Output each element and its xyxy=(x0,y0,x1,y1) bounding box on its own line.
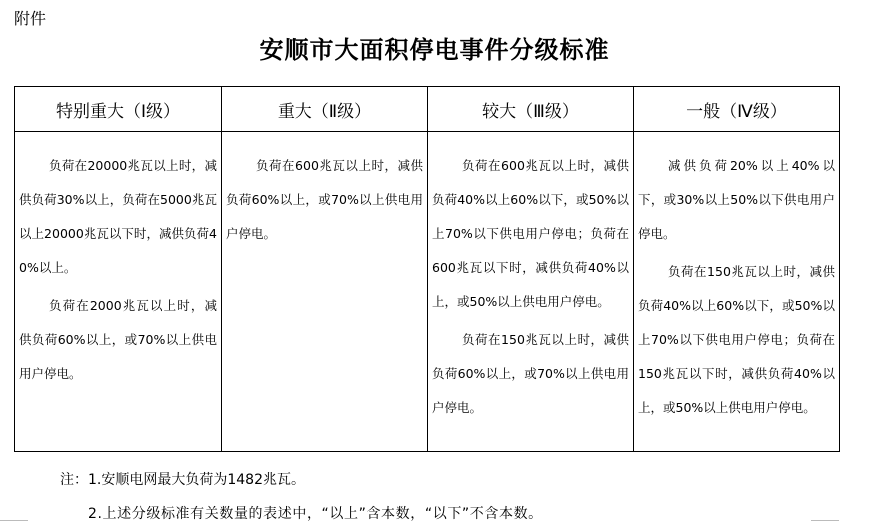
page-title: 安顺市大面积停电事件分级标准 xyxy=(259,36,610,64)
grading-table xyxy=(14,86,840,452)
page-corner-mark-right xyxy=(811,520,839,527)
criteria-paragraph: 负荷在600兆瓦以上时，减供负荷40%以上60%以下，或50%以上70%以下供电用户停电；负荷在600兆瓦以下时，减供负荷40%以上，或50%以上供电用户停电。 xyxy=(432,158,629,309)
table-header-row xyxy=(15,87,840,132)
page-corner-mark-left xyxy=(0,520,28,527)
note-line-1: 注：1.安顺电网最大负荷为1482兆瓦。 xyxy=(60,472,305,488)
notes-section xyxy=(60,463,543,531)
criteria-paragraph: 负荷在150兆瓦以上时，减供负荷40%以上60%以下，或50%以上70%以下供电用户停电；负荷在150兆瓦以下时，减供负荷40%以上，或50%以上供电用户停电。 xyxy=(638,264,835,415)
header-level-4: 一般（Ⅳ级） xyxy=(634,87,840,132)
cell-level-1 xyxy=(15,132,222,452)
header-level-2: 重大（Ⅱ级） xyxy=(222,87,428,132)
note-line-2: 2.上述分级标准有关数量的表述中，“以上”含本数，“以下”不含本数。 xyxy=(88,506,543,522)
cell-level-3 xyxy=(428,132,634,452)
criteria-paragraph: 减供负荷20%以上40%以下，或30%以上50%以下供电用户停电。 xyxy=(638,158,835,241)
cell-level-4 xyxy=(634,132,840,452)
criteria-paragraph: 负荷在150兆瓦以上时，减供负荷60%以上，或70%以上供电用户停电。 xyxy=(432,332,629,415)
header-level-3: 较大（Ⅲ级） xyxy=(428,87,634,132)
attachment-label: 附件 xyxy=(14,9,47,28)
criteria-paragraph: 负荷在2000兆瓦以上时，减供负荷60%以上，或70%以上供电用户停电。 xyxy=(19,298,217,381)
criteria-paragraph: 负荷在20000兆瓦以上时，减供负荷30%以上，负荷在5000兆瓦以上20000兆瓦以下时，减供负荷40%以上。 xyxy=(19,158,217,275)
table-row xyxy=(15,132,840,452)
criteria-paragraph: 负荷在600兆瓦以上时，减供负荷60%以上，或70%以上供电用户停电。 xyxy=(226,158,423,241)
cell-level-2 xyxy=(222,132,428,452)
header-level-1: 特别重大（Ⅰ级） xyxy=(15,87,222,132)
